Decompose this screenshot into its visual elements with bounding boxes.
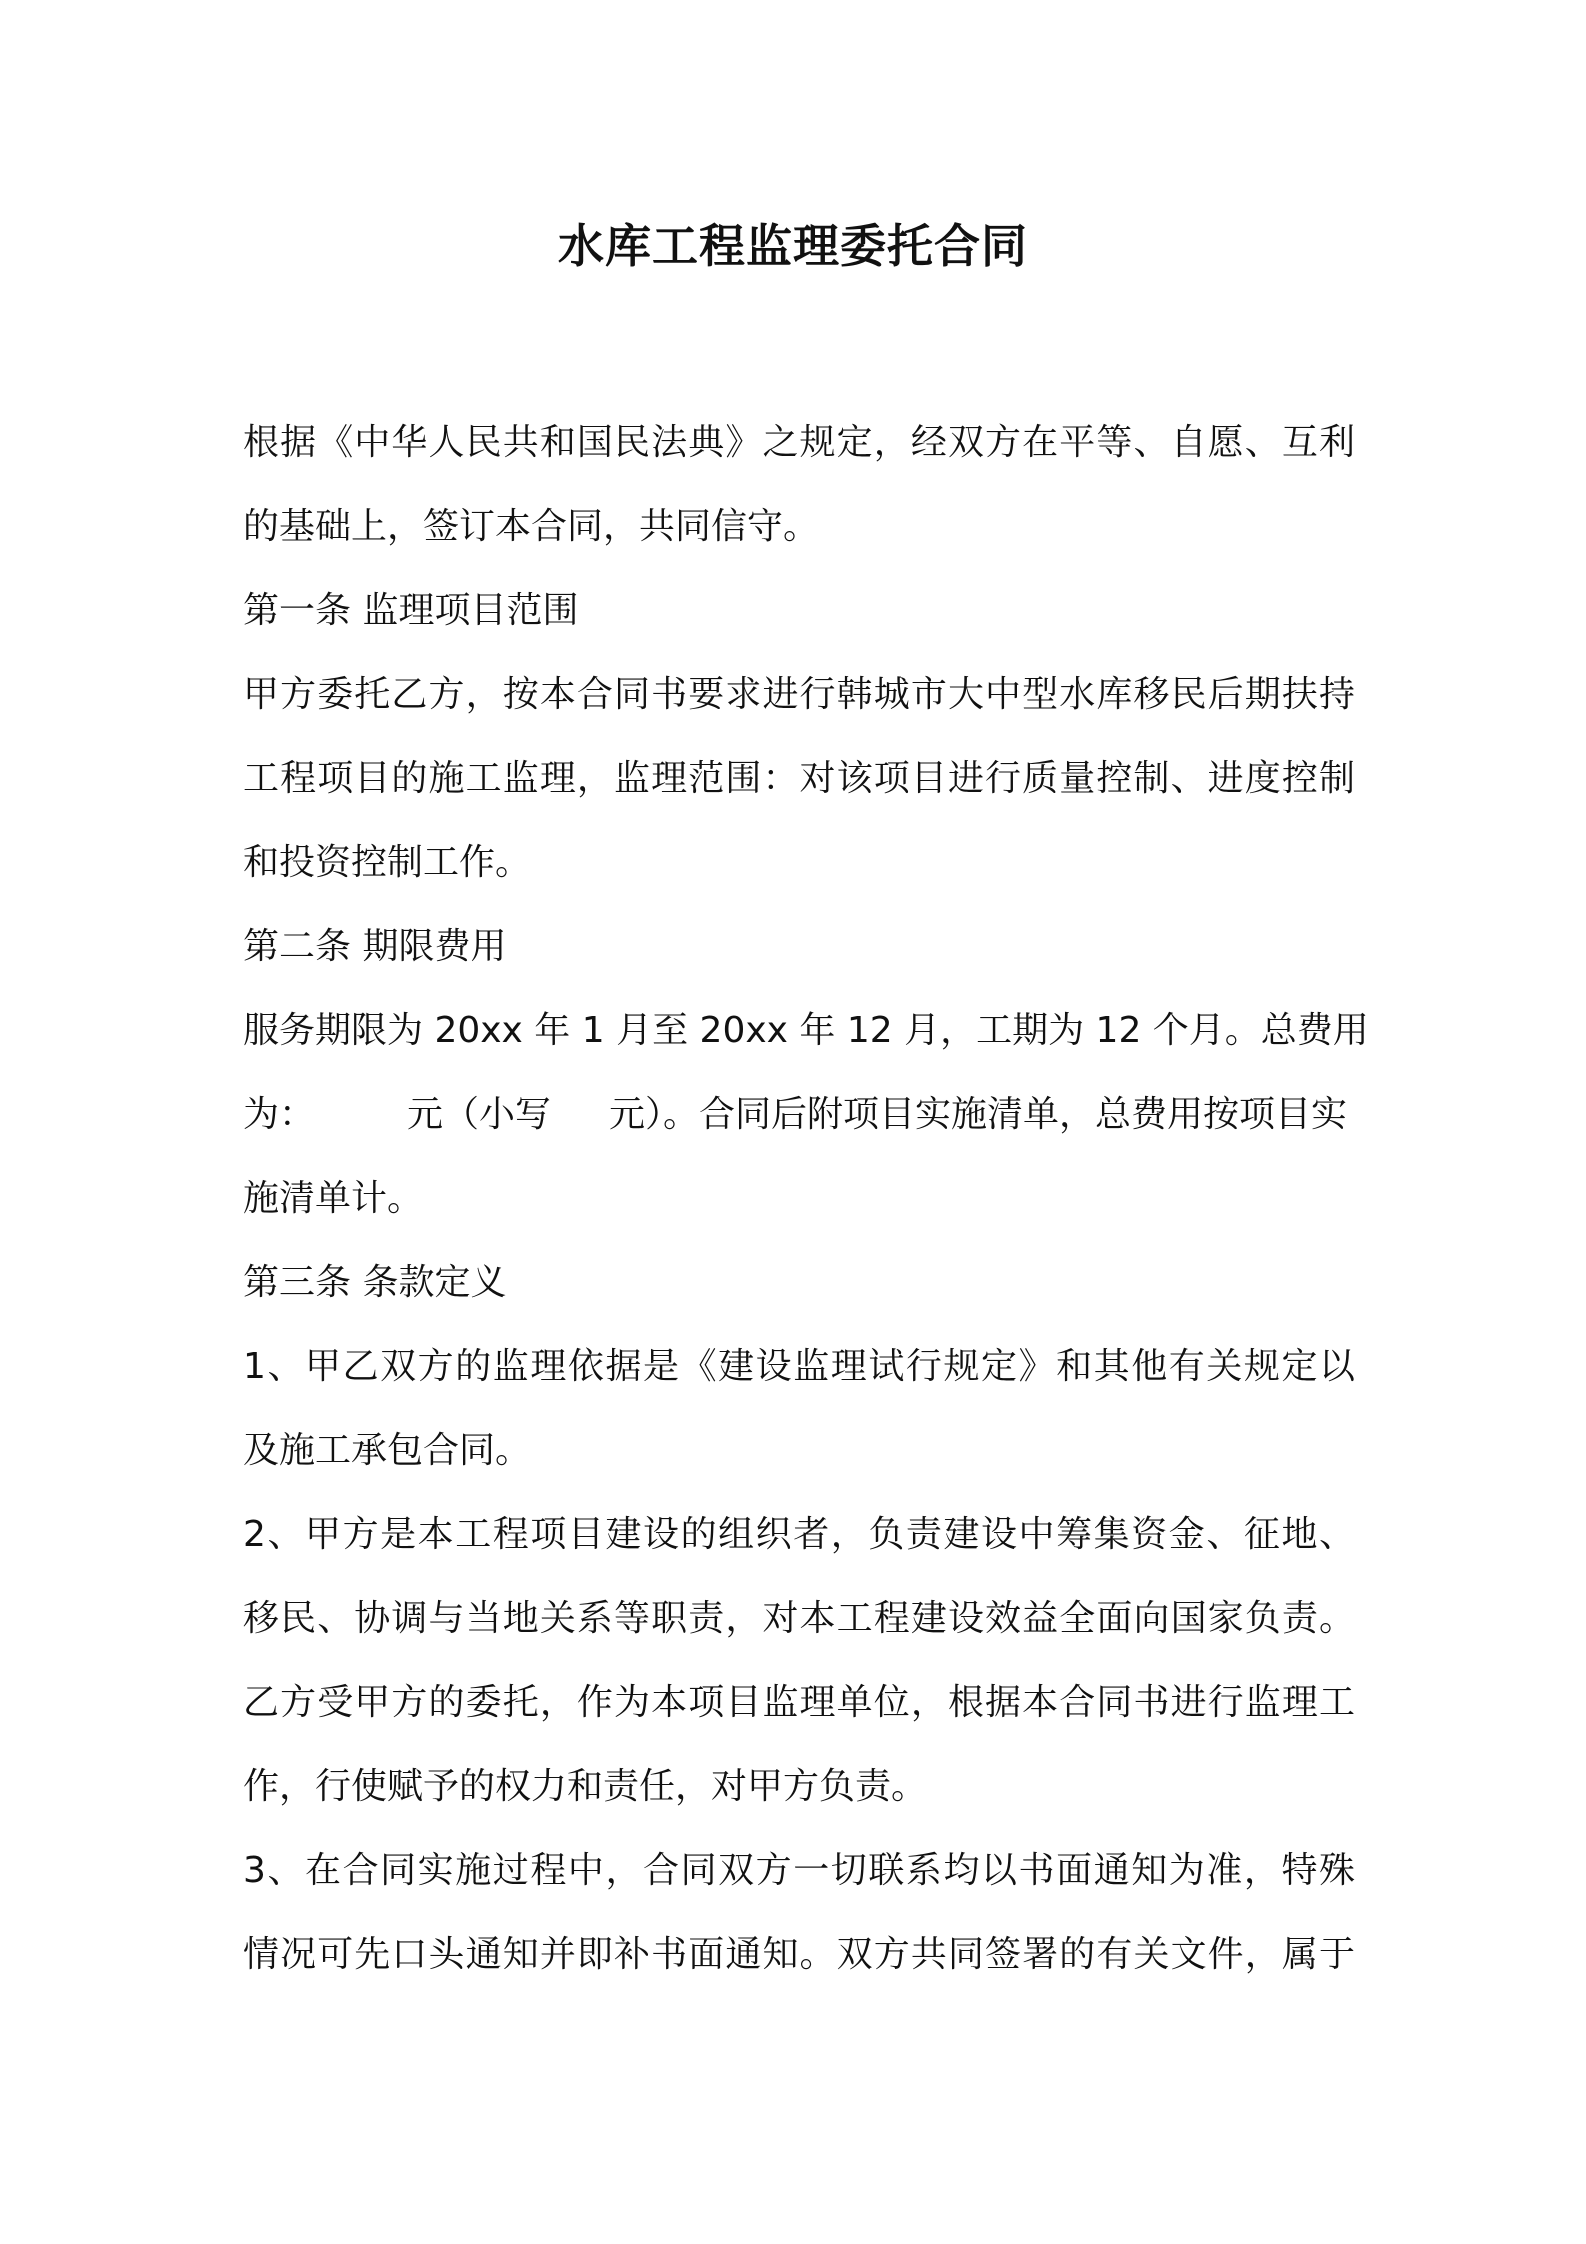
paragraph-line: 3、在合同实施过程中，合同双方一切联系均以书面通知为准，特殊 bbox=[243, 1850, 1355, 1891]
paragraph-line: 工程项目的施工监理，监理范围：对该项目进行质量控制、进度控制 bbox=[243, 758, 1355, 799]
section-heading: 第一条 监理项目范围 bbox=[243, 590, 579, 631]
fee-amount-label: 元（小写 bbox=[407, 1094, 552, 1135]
paragraph-line: 服务期限为 20xx 年 1 月至 20xx 年 12 月，工期为 12 个月。总费用 bbox=[243, 1010, 1369, 1051]
paragraph-line: 1、甲乙双方的监理依据是《建设监理试行规定》和其他有关规定以 bbox=[243, 1346, 1355, 1387]
paragraph-line: 乙方受甲方的委托，作为本项目监理单位，根据本合同书进行监理工 bbox=[243, 1682, 1355, 1723]
document-title: 水库工程监理委托合同 bbox=[558, 219, 1028, 273]
fee-label: 为： bbox=[243, 1094, 316, 1135]
paragraph-line: 情况可先口头通知并即补书面通知。双方共同签署的有关文件，属于 bbox=[243, 1934, 1355, 1975]
paragraph-line: 的基础上，签订本合同，共同信守。 bbox=[243, 506, 820, 547]
section-heading: 第二条 期限费用 bbox=[243, 926, 507, 967]
paragraph-line: 及施工承包合同。 bbox=[243, 1430, 532, 1471]
paragraph-line: 甲方委托乙方，按本合同书要求进行韩城市大中型水库移民后期扶持 bbox=[243, 674, 1355, 715]
paragraph-line-fee bbox=[243, 1073, 1355, 1157]
paragraph-line: 施清单计。 bbox=[243, 1178, 424, 1219]
paragraph-line: 和投资控制工作。 bbox=[243, 842, 532, 883]
section-heading: 第三条 条款定义 bbox=[243, 1262, 507, 1303]
fee-note: 元）。合同后附项目实施清单，总费用按项目实 bbox=[609, 1094, 1348, 1135]
paragraph-line: 2、甲方是本工程项目建设的组织者，负责建设中筹集资金、征地、 bbox=[243, 1514, 1355, 1555]
paragraph-line: 移民、协调与当地关系等职责，对本工程建设效益全面向国家负责。 bbox=[243, 1598, 1355, 1639]
paragraph-line: 作，行使赋予的权力和责任，对甲方负责。 bbox=[243, 1766, 928, 1807]
document-body bbox=[243, 401, 1369, 1997]
paragraph-line: 根据《中华人民共和国民法典》之规定，经双方在平等、自愿、互利 bbox=[243, 422, 1355, 463]
